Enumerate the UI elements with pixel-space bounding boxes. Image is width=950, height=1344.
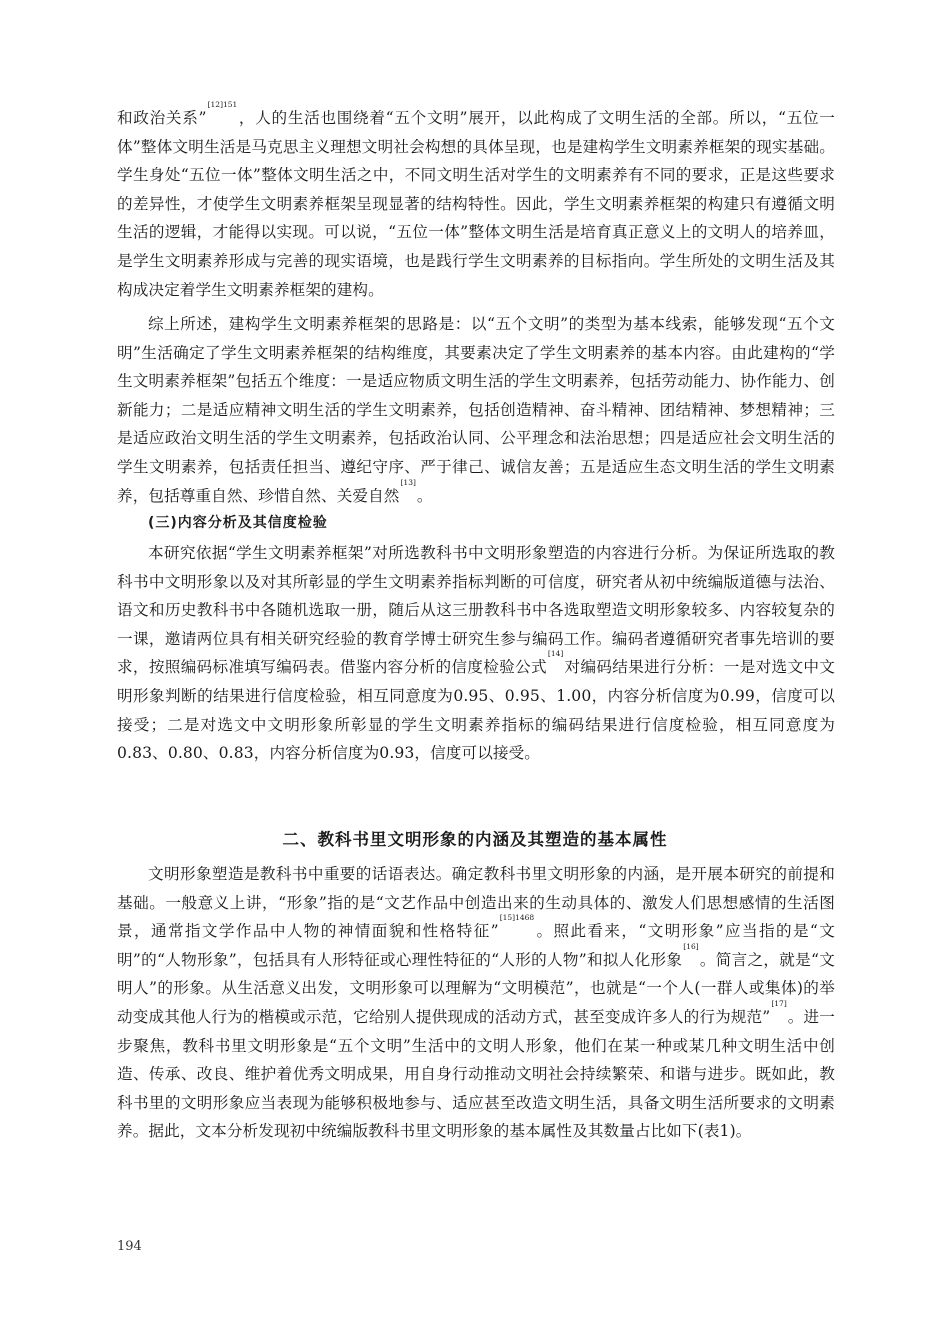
page-number: 194	[117, 1239, 142, 1254]
subsection-heading: (三)内容分析及其信度检验	[148, 515, 328, 531]
section-title: 二、教科书里文明形象的内涵及其塑造的基本属性	[282, 830, 668, 849]
citation-ref: [12]151	[207, 100, 238, 109]
paragraph-text: 。简言之，就是“文明人”的形象。从生活意义出发，文明形象可以理解为“文明模范”，也就是“一个人(一群人或集体)的举动变成其他人行为的楷模或示范，它给别人提供现成的活动方式，甚至变成许多人的行为规范”	[117, 950, 835, 1026]
paragraph-text: ，人的生活也围绕着“五个文明”展开，以此构成了文明生活的全部。所以，“五位一体”整体文明生活是马克思主义理想文明社会构想的具体呈现，也是建构学生文明素养框架的现实基础。学生身处“五位一体”整体文明生活之中，不同文明生活对学生的文明素养有不同的要求，正是这些要求的差异性，才使学生文明素养框架呈现显著的结构特性。因此，学生文明素养框架的构建只有遵循文明生活的逻辑，才能得以实现。可以说，“五位一体”整体文明生活是培育真正意义上的文明人的培养皿，是学生文明素养形成与完善的现实语境，也是践行学生文明素养的目标指向。学生所处的文明生活及其构成决定着学生文明素养框架的建构。	[117, 109, 835, 299]
paragraph-text: 文明形象塑造是教科书中重要的话语表达。确定教科书里文明形象的内涵，是开展本研究的前提和基础。一般意义上讲，“形象”指的是“文艺作品中创造出来的生动具体的、激发人们思想感情的生活图景，通常指文学作品中人物的神情面貌和性格特征”	[117, 865, 835, 941]
citation-ref: [13]	[400, 477, 416, 487]
citation-ref: [15]1468	[499, 913, 535, 923]
paragraph-text: 本研究依据“学生文明素养框架”对所选教科书中文明形象塑造的内容进行分析。为保证所选取的教科书中文明形象以及对其所彰显的学生文明素养指标判断的可信度，研究者从初中统编版道德与法治、语文和历史教科书中各随机选取一册，随后从这三册教科书中各选取塑造文明形象较多、内容较复杂的一课，邀请两位具有相关研究经验的教育学博士研究生参与编码工作。编码者遵循研究者事先培训的要求，按照编码标准填写编码表。借鉴内容分析的信度检验公式	[117, 544, 835, 677]
citation-ref: [14]	[547, 649, 564, 659]
paragraph-continuation	[117, 100, 835, 304]
citation-ref: [17]	[771, 998, 787, 1008]
paragraph-civilized-image	[117, 860, 835, 1146]
paragraph-text: 。	[416, 486, 433, 505]
paragraph-framework-summary	[117, 310, 835, 510]
paragraph-content-analysis	[117, 539, 835, 768]
citation-ref: [16]	[683, 941, 699, 951]
paragraph-text: 综上所述，建构学生文明素养框架的思路是：以“五个文明”的类型为基本线索，能够发现“五个文明”生活确定了学生文明素养框架的结构维度，其要素决定了学生文明素养的基本内容。由此建构的“学生文明素养框架”包括五个维度：一是适应物质文明生活的学生文明素养，包括劳动能力、协作能力、创新能力；二是适应精神文明生活的学生文明素养，包括创造精神、奋斗精神、团结精神、梦想精神；三是适应政治文明生活的学生文明素养，包括政治认同、公平理念和法治思想；四是适应社会文明生活的学生文明素养，包括责任担当、遵纪守序、严于律己、诚信友善；五是适应生态文明生活的学生文明素养，包括尊重自然、珍惜自然、关爱自然	[117, 315, 835, 505]
paragraph-text: 。照此看来，“文明形象”应当指的是“文明”的“人物形象”，包括具有人形特征或心理性特征的“人形的人物”和拟人化形象	[117, 922, 835, 969]
paragraph-text: 和政治关系”	[117, 109, 207, 127]
paragraph-text: 对编码结果进行分析：一是对选文中文明形象判断的结果进行信度检验，相互同意度为0.95、0.95、1.00，内容分析信度为0.99，信度可以接受；二是对选文中文明形象所彰显的学生文明素养指标的编码结果进行信度检验，相互同意度为0.83、0.80、0.83，内容分析信度为0.93，信度可以接受。	[117, 658, 835, 763]
paragraph-text: 。进一步聚焦，教科书里文明形象是“五个文明”生活中的文明人形象，他们在某一种或某几种文明生活中创造、传承、改良、维护着优秀文明成果，用自身行动推动文明社会持续繁荣、和谐与进步。既如此，教科书里的文明形象应当表现为能够积极地参与、适应甚至改造文明生活，具备文明生活所要求的文明素养。据此，文本分析发现初中统编版教科书里文明形象的基本属性及其数量占比如下(表1)。	[117, 1007, 835, 1141]
